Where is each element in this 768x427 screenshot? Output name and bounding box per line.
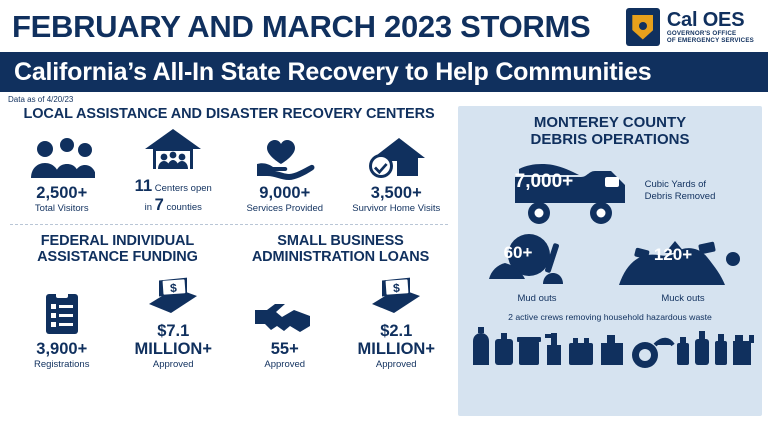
logo-sub-line1: GOVERNOR'S OFFICE <box>666 30 737 37</box>
centers-label-pre: Centers open <box>154 182 212 194</box>
stat-value: $7.1 MILLION+ <box>134 321 212 359</box>
stat-label: Approved <box>152 359 194 371</box>
logo-brand: Cal OES <box>666 9 745 31</box>
page-title: FEBRUARY AND MARCH 2023 STORMS <box>12 9 591 44</box>
monterey-items <box>464 233 756 304</box>
cal-oes-shield-icon <box>626 8 660 46</box>
stat-survivor-home-visits <box>342 134 450 214</box>
stat-centers-open <box>119 127 227 215</box>
svg-text:$: $ <box>169 280 178 296</box>
stat-value: 3,900+ <box>36 340 88 359</box>
stat-registrations <box>8 290 116 370</box>
federal-title-line1: FEDERAL INDIVIDUAL <box>40 232 195 249</box>
stat-total-visitors <box>8 134 116 214</box>
stat-label: Registrations <box>34 359 90 371</box>
stat-services-provided <box>231 134 339 214</box>
stat-muck-outs <box>613 233 753 304</box>
stat-label-centers <box>119 177 227 215</box>
truck-caption-line2: Debris Removed <box>644 190 716 202</box>
stat-value: 9,000+ <box>259 184 311 203</box>
crew-note: 2 active crews removing household hazardous waste <box>508 311 712 322</box>
monterey-panel <box>458 106 762 416</box>
muck-outs-label: Muck outs <box>661 292 705 304</box>
lac-section-title: LOCAL ASSISTANCE AND DISASTER RECOVERY CENTERS <box>23 106 435 122</box>
money-icon <box>119 272 227 318</box>
stat-value: 55+ <box>270 340 299 359</box>
handshake-icon <box>231 290 339 336</box>
cal-oes-logo <box>626 8 758 46</box>
stat-value: $2.1 MILLION+ <box>357 321 435 359</box>
sba-title-line2: ADMINISTRATION LOANS <box>251 249 430 266</box>
left-column <box>6 106 452 416</box>
monterey-title <box>464 114 756 149</box>
federal-assistance-panel <box>6 233 229 371</box>
home-check-icon <box>342 134 450 180</box>
household-hazardous-waste-icons <box>464 325 756 369</box>
stat-label: Approved <box>264 359 306 371</box>
federal-title <box>6 233 229 266</box>
stat-federal-approved <box>119 272 227 370</box>
mud-outs-value: 60+ <box>503 242 533 262</box>
logo-sub-line2: OF EMERGENCY SERVICES <box>666 36 754 44</box>
truck-value: 7,000+ <box>514 170 574 192</box>
money-icon <box>342 272 450 318</box>
lac-stats-row <box>6 127 452 215</box>
clipboard-icon <box>8 290 116 336</box>
sba-title-line1: SMALL BUSINESS <box>277 232 404 249</box>
banner <box>0 52 768 92</box>
centers-count: 11 <box>134 176 153 195</box>
section-divider <box>10 224 448 225</box>
page-header <box>0 0 768 52</box>
stat-value: 2,500+ <box>36 184 88 203</box>
monterey-title-line1: MONTEREY COUNTY <box>533 114 687 131</box>
stat-sba-approved <box>342 272 450 370</box>
stat-value: 3,500+ <box>370 184 422 203</box>
svg-text:$: $ <box>392 280 401 296</box>
stat-label: Total Visitors <box>34 203 89 215</box>
monterey-title-line2: DEBRIS OPERATIONS <box>530 131 690 149</box>
stat-label: Survivor Home Visits <box>352 203 441 215</box>
counties-count: 7 <box>154 195 164 214</box>
truck-caption <box>645 179 716 202</box>
centers-label-post: counties <box>166 201 202 213</box>
federal-title-line2: ASSISTANCE FUNDING <box>37 249 198 266</box>
truck-stat <box>464 155 756 227</box>
mud-outs-label: Mud outs <box>517 292 557 304</box>
muck-outs-value: 120+ <box>653 244 693 264</box>
stat-mud-outs <box>467 233 607 304</box>
lower-panels <box>6 233 452 371</box>
sba-title <box>229 233 452 266</box>
stat-label: Services Provided <box>246 203 324 215</box>
sba-panel <box>229 233 452 371</box>
stat-label: Approved <box>375 359 417 371</box>
dateline: Data as of 4/20/23 <box>8 95 74 104</box>
stat-sba-loans <box>231 290 339 370</box>
centers-label-mid: in <box>144 201 153 213</box>
banner-text: California’s All-In State Recovery to Help Communities <box>14 57 652 86</box>
people-icon <box>8 134 116 180</box>
body <box>0 106 768 416</box>
hand-heart-icon <box>231 134 339 180</box>
truck-caption-line1: Cubic Yards of <box>644 179 707 191</box>
centers-house-icon <box>119 127 227 173</box>
